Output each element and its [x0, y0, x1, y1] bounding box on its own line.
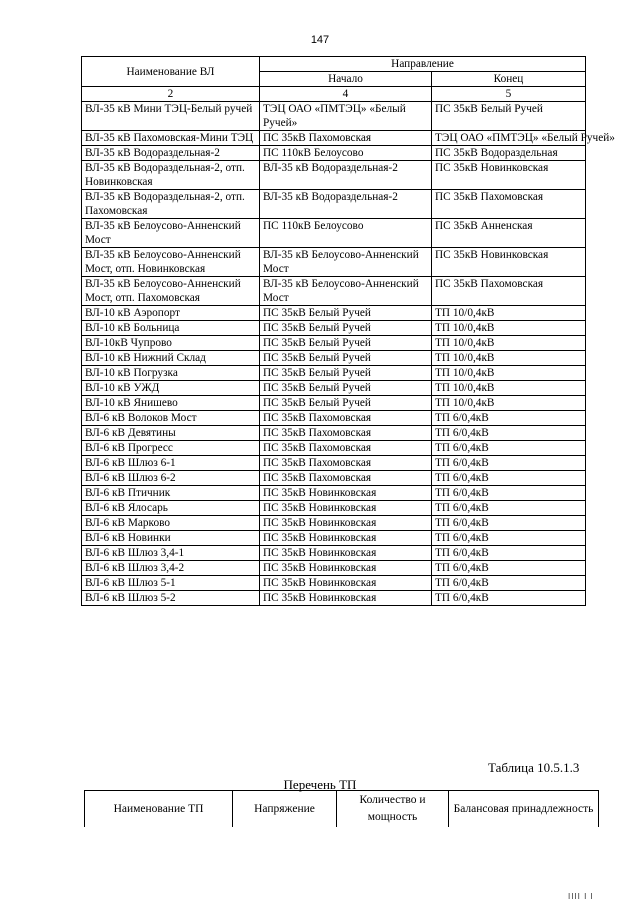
table-row [82, 516, 586, 531]
tp-table-title: Перечень ТП [283, 777, 357, 792]
tp-table [84, 790, 599, 827]
line-end-cell: ТП 10/0,4кВ [432, 306, 586, 321]
table-row [82, 321, 586, 336]
line-start-cell: ПС 110кВ Белоусово [260, 219, 432, 248]
table-row [82, 131, 586, 146]
line-end-cell: ТП 6/0,4кВ [432, 576, 586, 591]
line-start-cell: ВЛ-35 кВ Водораздельная-2 [260, 190, 432, 219]
line-end-cell: ТП 6/0,4кВ [432, 411, 586, 426]
line-name-cell: ВЛ-35 кВ Пахомовская-Мини ТЭЦ [82, 131, 260, 146]
line-start-cell: ПС 35кВ Новинковская [260, 486, 432, 501]
line-end-cell: ПС 35кВ Пахомовская [432, 190, 586, 219]
line-name-cell: ВЛ-35 кВ Белоусово-Анненский Мост [82, 219, 260, 248]
line-start-cell: ПС 35кВ Новинковская [260, 591, 432, 606]
line-start-cell: ПС 35кВ Белый Ручей [260, 366, 432, 381]
header-start: Начало [260, 72, 432, 87]
page-number: 147 [310, 34, 330, 46]
line-start-cell: ПС 35кВ Пахомовская [260, 456, 432, 471]
table-row [82, 561, 586, 576]
line-name-cell: ВЛ-6 кВ Марково [82, 516, 260, 531]
line-start-cell: ПС 35кВ Белый Ручей [260, 306, 432, 321]
table-row [82, 190, 586, 219]
table-row [82, 146, 586, 161]
table-row [82, 471, 586, 486]
line-name-cell: ВЛ-10 кВ Погрузка [82, 366, 260, 381]
line-end-cell: ТП 10/0,4кВ [432, 336, 586, 351]
line-start-cell: ПС 35кВ Пахомовская [260, 411, 432, 426]
line-end-cell: ТП 10/0,4кВ [432, 351, 586, 366]
line-name-cell: ВЛ-10 кВ Янишево [82, 396, 260, 411]
line-end-cell: ТП 6/0,4кВ [432, 441, 586, 456]
column-number-start: 4 [260, 87, 432, 102]
line-end-cell: ТП 6/0,4кВ [432, 426, 586, 441]
line-name-cell: ВЛ-35 кВ Белоусово-Анненский Мост, отп. Пахомовская [82, 277, 260, 306]
line-end-cell: ПС 35кВ Анненская [432, 219, 586, 248]
table-row [82, 366, 586, 381]
table-row [82, 531, 586, 546]
line-end-cell: ПС 35кВ Белый Ручей [432, 102, 586, 131]
line-start-cell: ПС 110кВ Белоусово [260, 146, 432, 161]
table-row [82, 546, 586, 561]
line-end-cell: ТП 10/0,4кВ [432, 366, 586, 381]
line-name-cell: ВЛ-6 кВ Шлюз 6-1 [82, 456, 260, 471]
line-end-cell: ПС 35кВ Пахомовская [432, 277, 586, 306]
table-row [82, 501, 586, 516]
table-row [82, 351, 586, 366]
line-name-cell: ВЛ-35 кВ Водораздельная-2 [82, 146, 260, 161]
line-end-cell: ПС 35кВ Новинковская [432, 161, 586, 190]
line-start-cell: ВЛ-35 кВ Белоусово-Анненский Мост [260, 277, 432, 306]
line-start-cell: ТЭЦ ОАО «ПМТЭЦ» «Белый Ручей» [260, 102, 432, 131]
line-name-cell: ВЛ-35 кВ Водораздельная-2, отп. Новинковская [82, 161, 260, 190]
line-name-cell: ВЛ-6 кВ Прогресс [82, 441, 260, 456]
line-end-cell: ТП 6/0,4кВ [432, 591, 586, 606]
line-start-cell: ПС 35кВ Пахомовская [260, 426, 432, 441]
line-end-cell: ТЭЦ ОАО «ПМТЭЦ» «Белый Ручей» [432, 131, 586, 146]
line-name-cell: ВЛ-6 кВ Новинки [82, 531, 260, 546]
line-start-cell: ПС 35кВ Новинковская [260, 546, 432, 561]
line-end-cell: ПС 35кВ Водораздельная [432, 146, 586, 161]
line-start-cell: ПС 35кВ Белый Ручей [260, 336, 432, 351]
line-end-cell: ТП 6/0,4кВ [432, 471, 586, 486]
line-start-cell: ПС 35кВ Новинковская [260, 561, 432, 576]
header-end: Конец [432, 72, 586, 87]
line-start-cell: ПС 35кВ Новинковская [260, 576, 432, 591]
line-start-cell: ВЛ-35 кВ Водораздельная-2 [260, 161, 432, 190]
line-name-cell: ВЛ-6 кВ Шлюз 3,4-2 [82, 561, 260, 576]
table-row [82, 396, 586, 411]
line-end-cell: ТП 10/0,4кВ [432, 396, 586, 411]
line-start-cell: ПС 35кВ Новинковская [260, 501, 432, 516]
line-name-cell: ВЛ-10 кВ УЖД [82, 381, 260, 396]
line-name-cell: ВЛ-6 кВ Ялосарь [82, 501, 260, 516]
table-row [82, 336, 586, 351]
table-row [82, 248, 586, 277]
tp-header-quantity-power: Количество и мощность [337, 791, 449, 828]
line-name-cell: ВЛ-35 кВ Мини ТЭЦ-Белый ручей [82, 102, 260, 131]
line-start-cell: ПС 35кВ Пахомовская [260, 441, 432, 456]
header-name: Наименование ВЛ [82, 57, 260, 87]
table-row [82, 591, 586, 606]
line-end-cell: ТП 10/0,4кВ [432, 321, 586, 336]
table-row [82, 219, 586, 248]
line-end-cell: ТП 6/0,4кВ [432, 501, 586, 516]
header-direction: Направление [260, 57, 586, 72]
line-name-cell: ВЛ-6 кВ Шлюз 5-1 [82, 576, 260, 591]
footer-mark: IIII I I [568, 892, 594, 901]
line-name-cell: ВЛ-10 кВ Больница [82, 321, 260, 336]
column-number-end: 5 [432, 87, 586, 102]
table-row [82, 306, 586, 321]
tp-header-ownership: Балансовая принадлежность [449, 791, 599, 828]
line-name-cell: ВЛ-10 кВ Нижний Склад [82, 351, 260, 366]
table-row [82, 426, 586, 441]
table-row [82, 102, 586, 131]
line-name-cell: ВЛ-6 кВ Птичник [82, 486, 260, 501]
line-start-cell: ПС 35кВ Белый Ручей [260, 351, 432, 366]
table-row [82, 576, 586, 591]
line-end-cell: ТП 6/0,4кВ [432, 456, 586, 471]
table-row [82, 486, 586, 501]
table-row [82, 411, 586, 426]
line-end-cell: ПС 35кВ Новинковская [432, 248, 586, 277]
lines-table [81, 56, 615, 606]
column-number-name: 2 [82, 87, 260, 102]
line-start-cell: ВЛ-35 кВ Белоусово-Анненский Мост [260, 248, 432, 277]
table-row [82, 441, 586, 456]
table-row [82, 456, 586, 471]
line-start-cell: ПС 35кВ Пахомовская [260, 471, 432, 486]
line-end-cell: ТП 6/0,4кВ [432, 561, 586, 576]
line-start-cell: ПС 35кВ Новинковская [260, 531, 432, 546]
table-row [82, 381, 586, 396]
line-end-cell: ТП 6/0,4кВ [432, 531, 586, 546]
line-name-cell: ВЛ-6 кВ Шлюз 3,4-1 [82, 546, 260, 561]
line-name-cell: ВЛ-6 кВ Волоков Мост [82, 411, 260, 426]
tp-header-name: Наименование ТП [85, 791, 233, 828]
line-end-cell: ТП 10/0,4кВ [432, 381, 586, 396]
line-name-cell: ВЛ-6 кВ Шлюз 5-2 [82, 591, 260, 606]
line-start-cell: ПС 35кВ Пахомовская [260, 131, 432, 146]
line-end-cell: ТП 6/0,4кВ [432, 486, 586, 501]
table-label: Таблица 10.5.1.3 [488, 760, 580, 775]
line-start-cell: ПС 35кВ Белый Ручей [260, 321, 432, 336]
table-row [82, 161, 586, 190]
line-start-cell: ПС 35кВ Белый Ручей [260, 381, 432, 396]
line-end-cell: ТП 6/0,4кВ [432, 546, 586, 561]
line-name-cell: ВЛ-35 кВ Белоусово-Анненский Мост, отп. Новинковская [82, 248, 260, 277]
line-start-cell: ПС 35кВ Белый Ручей [260, 396, 432, 411]
table-row [82, 277, 586, 306]
line-name-cell: ВЛ-6 кВ Шлюз 6-2 [82, 471, 260, 486]
tp-header-voltage: Напряжение [233, 791, 337, 828]
line-end-cell: ТП 6/0,4кВ [432, 516, 586, 531]
line-name-cell: ВЛ-10кВ Чупрово [82, 336, 260, 351]
line-name-cell: ВЛ-6 кВ Девятины [82, 426, 260, 441]
line-name-cell: ВЛ-35 кВ Водораздельная-2, отп. Пахомовская [82, 190, 260, 219]
line-name-cell: ВЛ-10 кВ Аэропорт [82, 306, 260, 321]
line-start-cell: ПС 35кВ Новинковская [260, 516, 432, 531]
